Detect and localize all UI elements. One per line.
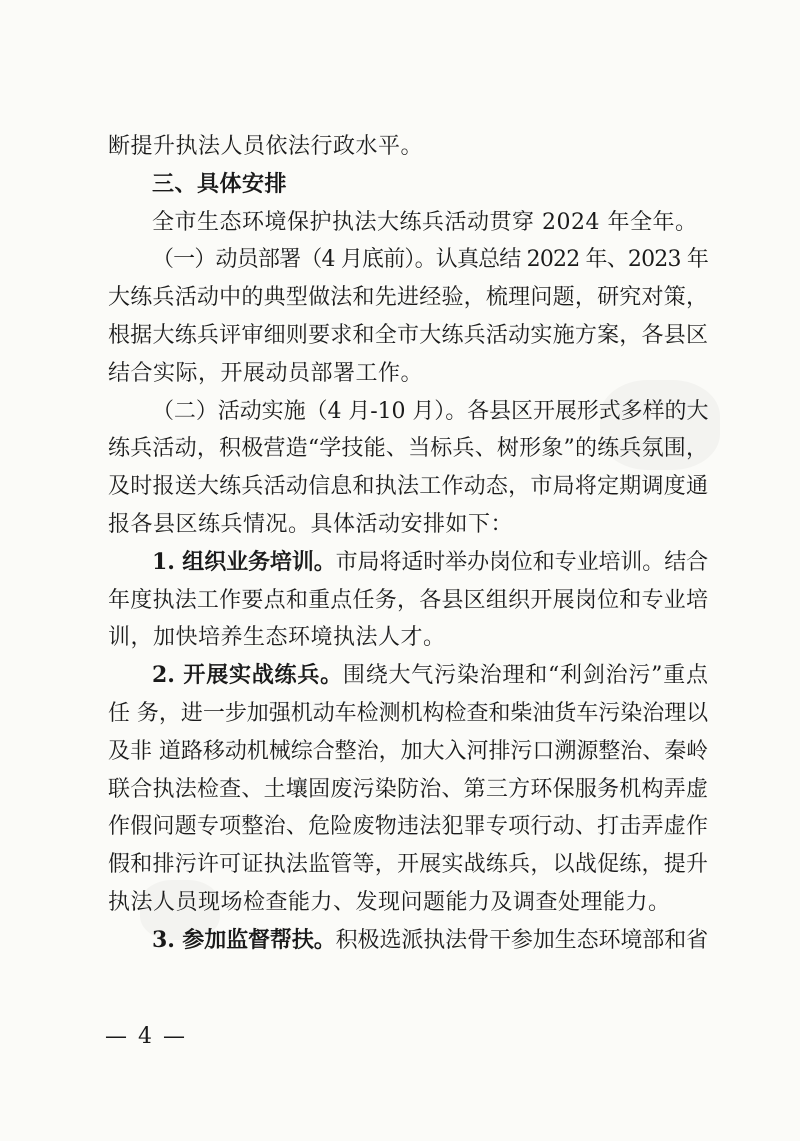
text-line [108, 128, 708, 166]
text-line [108, 582, 708, 620]
line-text: 报各县区练兵情况。具体活动安排如下： [108, 511, 514, 537]
line-text: 作假问题专项整治、危险废物违法犯罪专项行动、打击弄虚作 [108, 814, 708, 840]
text-line [108, 884, 708, 922]
bold-heading: 1. 组织业务培训。 [152, 548, 336, 575]
text-line [108, 166, 708, 204]
line-text: 根据大练兵评审细则要求和全市大练兵活动实施方案，各县区 [108, 322, 708, 348]
text-line [108, 430, 708, 468]
text-line [108, 204, 708, 242]
text-line [108, 393, 708, 431]
page-number: — 4 — [105, 1024, 187, 1049]
text-line [108, 355, 708, 393]
bold-heading: 2. 开展实战练兵。 [152, 662, 343, 689]
text-line [108, 771, 708, 809]
line-text: 及非 道路移动机械综合整治，加大入河排污口溯源整治、秦岭 [108, 738, 708, 764]
text-line [108, 808, 708, 846]
line-text: 任 务，进一步加强机动车检测机构检查和柴油货车污染治理以 [108, 700, 708, 726]
line-text: 年度执法工作要点和重点任务，各县区组织开展岗位和专业培 [108, 587, 708, 613]
line-text: 联合执法检查、土壤固废污染防治、第三方环保服务机构弄虚 [108, 776, 708, 802]
line-text: 结合实际，开展动员部署工作。 [108, 360, 424, 386]
line-text: 大练兵活动中的典型做法和先进经验，梳理问题，研究对策， [108, 285, 708, 311]
text-line [108, 846, 708, 884]
line-text: 围绕大气污染治理和“利剑治污”重点 [342, 663, 708, 689]
line-text: （二）活动实施（4 月-10 月）。各县区开展形式多样的大 [152, 398, 708, 424]
line-text: 市局将适时举办岗位和专业培训。结合 [335, 549, 708, 575]
line-text: （一）动员部署（4 月底前）。认真总结 2022 年、2023 年 [152, 247, 708, 273]
line-text: 断提升执法人员依法行政水平。 [108, 134, 424, 159]
line-text: 训，加快培养生态环境执法人才。 [108, 625, 446, 651]
line-text: 执法人员现场检查能力、发现问题能力及调查处理能力。 [108, 889, 671, 915]
body-text [108, 128, 708, 960]
text-line [108, 279, 708, 317]
text-line [108, 695, 708, 733]
text-line [108, 241, 708, 279]
line-text: 全市生态环境保护执法大练兵活动贯穿 2024 年全年。 [152, 209, 698, 235]
bold-heading: 三、具体安排 [152, 170, 288, 197]
text-line [108, 733, 708, 771]
line-text: 假和排污许可证执法监管等，开展实战练兵，以战促练，提升 [108, 852, 708, 878]
text-line [108, 922, 708, 960]
line-text: 积极选派执法骨干参加生态环境部和省 [335, 927, 708, 953]
line-text: 练兵活动，积极营造“学技能、当标兵、树形象”的练兵氛围， [108, 436, 708, 462]
bold-heading: 3. 参加监督帮扶。 [152, 926, 336, 953]
text-line [108, 506, 708, 544]
text-line [108, 317, 708, 355]
text-line [108, 544, 708, 582]
text-line [108, 619, 708, 657]
text-line [108, 657, 708, 695]
text-line [108, 468, 708, 506]
line-text: 及时报送大练兵活动信息和执法工作动态，市局将定期调度通 [108, 474, 708, 500]
